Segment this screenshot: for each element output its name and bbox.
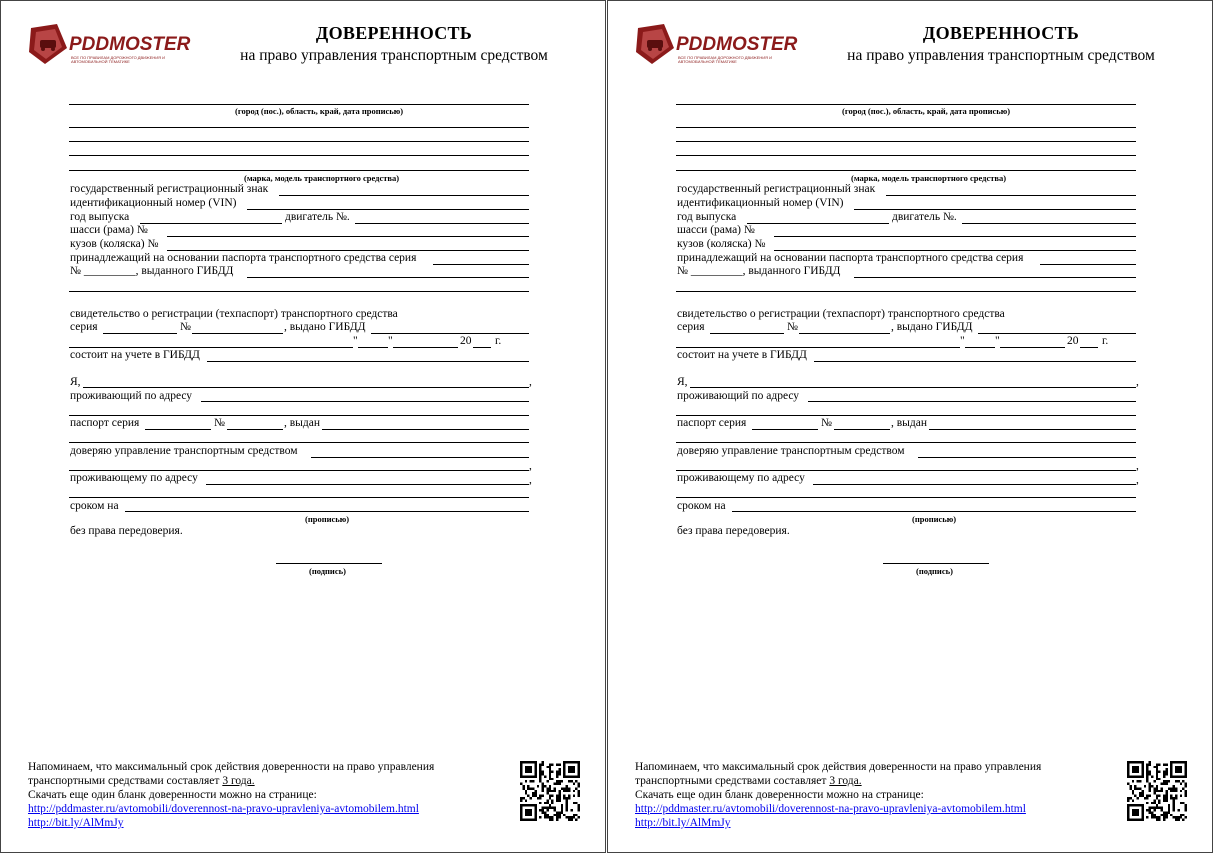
comma-1: , — [529, 376, 532, 388]
cert-issued-line-2[interactable] — [676, 347, 960, 348]
label-cert-issued: , выдано ГИБДД — [284, 321, 366, 333]
label-cert-no: № — [180, 321, 191, 333]
caption-signature: (подпись) — [309, 566, 346, 576]
label-term: сроком на — [677, 500, 726, 512]
ptc-series-field[interactable] — [1040, 264, 1136, 265]
passport-series-field[interactable] — [145, 429, 211, 430]
passport-series-field[interactable] — [752, 429, 818, 430]
reg-sign-field[interactable] — [279, 195, 529, 196]
label-year: год выпуска — [677, 211, 737, 223]
label-passport-series: паспорт серия — [677, 417, 747, 429]
comma-3: , — [1136, 474, 1139, 486]
cert-issued-field[interactable] — [978, 333, 1136, 334]
label-year: год выпуска — [70, 211, 130, 223]
label-cert-series: серия — [70, 321, 98, 333]
trustee-name-field[interactable] — [311, 457, 529, 458]
label-i: Я, — [70, 376, 81, 388]
vehicle-line-1[interactable] — [69, 127, 529, 128]
label-entrust: доверяю управление транспортным средством — [677, 445, 905, 457]
car-shield-logo-icon — [634, 22, 676, 66]
logo-name: PDDMOSTER — [69, 34, 191, 55]
car-shield-logo-icon — [27, 22, 69, 66]
ptc-issued-line-2[interactable] — [676, 291, 1136, 292]
label-vin: идентификационный номер (VIN) — [677, 197, 844, 209]
document-subtitle: на право управления транспортным средством — [240, 47, 548, 64]
caption-vehicle: (марка, модель транспортного средства) — [244, 173, 400, 183]
residing-field[interactable] — [808, 401, 1136, 402]
date-quote-open: " — [960, 335, 965, 347]
date-quote-open: " — [353, 335, 358, 347]
passport-no-field[interactable] — [227, 429, 283, 430]
date-year-field[interactable] — [1080, 347, 1098, 348]
logo-tagline: ВСЕ ПО ПРАВИЛАМ ДОРОЖНОГО ДВИЖЕНИЯ И АВТОМОБИЛЬНОЙ ТЕМАТИКЕ — [71, 55, 166, 64]
cert-issued-field[interactable] — [371, 333, 529, 334]
cert-issued-line-2[interactable] — [69, 347, 353, 348]
label-cert-series: серия — [677, 321, 705, 333]
label-cert-issued: , выдано ГИБДД — [891, 321, 973, 333]
trustee-name-field[interactable] — [918, 457, 1136, 458]
caption-city: (город (пос.), область, край, дата прописью) — [235, 106, 404, 116]
document-page-left — [0, 0, 606, 853]
trustee-address-field[interactable] — [813, 484, 1136, 485]
footer-line-2-text: транспортными средствами составляет — [635, 775, 830, 787]
engine-field[interactable] — [355, 223, 529, 224]
passport-no-field[interactable] — [834, 429, 890, 430]
vehicle-line-1[interactable] — [676, 127, 1136, 128]
label-number-issued: № _________, выданного ГИБДД — [70, 265, 234, 277]
date-month-field[interactable] — [1000, 347, 1065, 348]
label-certificate: свидетельство о регистрации (техпаспорт) транспортного средства — [70, 308, 398, 320]
label-owner-basis: принадлежащий на основании паспорта транспортного средства серия — [677, 252, 1024, 264]
body-field[interactable] — [774, 250, 1136, 251]
vin-field[interactable] — [854, 209, 1136, 210]
label-engine: двигатель №. — [285, 211, 350, 223]
vehicle-line-2[interactable] — [69, 141, 529, 142]
passport-issued-line-2[interactable] — [69, 442, 529, 443]
year-field[interactable] — [140, 223, 282, 224]
label-cert-no: № — [787, 321, 798, 333]
trustee-address-field[interactable] — [206, 484, 529, 485]
ptc-series-field[interactable] — [433, 264, 529, 265]
label-reg-sign: государственный регистрационный знак — [677, 183, 876, 195]
label-passport-issued: , выдан — [284, 417, 321, 429]
footer-line-2 — [635, 774, 862, 788]
vehicle-line-2[interactable] — [676, 141, 1136, 142]
label-residing: проживающий по адресу — [677, 390, 800, 402]
ptc-issued-line-2[interactable] — [69, 291, 529, 292]
cert-series-field[interactable] — [103, 333, 177, 334]
engine-field[interactable] — [962, 223, 1136, 224]
label-vin: идентификационный номер (VIN) — [70, 197, 237, 209]
label-certificate: свидетельство о регистрации (техпаспорт) транспортного средства — [677, 308, 1005, 320]
no-redelegation-text: без права передоверия. — [677, 525, 790, 537]
comma-2: , — [1136, 460, 1139, 472]
caption-words: (прописью) — [912, 514, 957, 524]
pddmaster-logo — [634, 22, 798, 68]
vehicle-line-4[interactable] — [69, 170, 529, 171]
date-day-field[interactable] — [358, 347, 388, 348]
label-registered: состоит на учете в ГИБДД — [677, 349, 807, 361]
label-number-issued: № _________, выданного ГИБДД — [677, 265, 841, 277]
caption-city: (город (пос.), область, край, дата прописью) — [842, 106, 1011, 116]
footer-line-1: Напоминаем, что максимальный срок действия доверенности на право управления — [28, 761, 435, 773]
date-quote-close: " — [995, 335, 1000, 347]
footer-line-2 — [28, 774, 255, 788]
comma-2: , — [529, 460, 532, 472]
document-subtitle: на право управления транспортным средством — [847, 47, 1155, 64]
label-residing: проживающий по адресу — [70, 390, 193, 402]
principal-name-field[interactable] — [690, 387, 1136, 388]
reg-sign-field[interactable] — [886, 195, 1136, 196]
footer-link-full[interactable]: http://pddmaster.ru/avtomobili/doverennost-na-pravo-upravleniya-avtomobilem.html — [28, 803, 419, 815]
signature-field[interactable] — [276, 563, 382, 564]
date-year-suffix: г. — [1102, 335, 1109, 347]
comma-3: , — [529, 474, 532, 486]
label-passport-no: № — [214, 417, 225, 429]
footer-link-short[interactable]: http://bit.ly/AlMmJy — [28, 817, 124, 829]
vehicle-line-3[interactable] — [676, 155, 1136, 156]
chassis-field[interactable] — [167, 236, 529, 237]
label-body: кузов (коляска) № — [677, 238, 766, 250]
residing-line-2[interactable] — [69, 415, 529, 416]
label-residing-to: проживающему по адресу — [70, 472, 198, 484]
label-entrust: доверяю управление транспортным средством — [70, 445, 298, 457]
passport-issued-field[interactable] — [322, 429, 529, 430]
footer-line-2-text: транспортными средствами составляет — [28, 775, 223, 787]
chassis-field[interactable] — [774, 236, 1136, 237]
registered-field[interactable] — [814, 361, 1136, 362]
pddmaster-logo — [27, 22, 191, 68]
trustee-address-line-2[interactable] — [676, 497, 1136, 498]
footer-link-full[interactable]: http://pddmaster.ru/avtomobili/doverennost-na-pravo-upravleniya-avtomobilem.html — [635, 803, 1026, 815]
label-engine: двигатель №. — [892, 211, 957, 223]
vehicle-line-4[interactable] — [676, 170, 1136, 171]
label-passport-series: паспорт серия — [70, 417, 140, 429]
body-field[interactable] — [167, 250, 529, 251]
label-passport-issued: , выдан — [891, 417, 928, 429]
label-body: кузов (коляска) № — [70, 238, 159, 250]
ptc-issued-field[interactable] — [247, 277, 529, 278]
date-year-field[interactable] — [473, 347, 491, 348]
footer-line-3: Скачать еще один бланк доверенности можно на странице: — [635, 789, 924, 801]
footer-line-3: Скачать еще один бланк доверенности можно на странице: — [28, 789, 317, 801]
cert-no-field[interactable] — [192, 333, 283, 334]
document-page-right — [607, 0, 1213, 853]
label-i: Я, — [677, 376, 688, 388]
vehicle-line-3[interactable] — [69, 155, 529, 156]
document-title: ДОВЕРЕННОСТЬ — [315, 23, 473, 43]
registered-field[interactable] — [207, 361, 529, 362]
residing-field[interactable] — [201, 401, 529, 402]
footer-term: 3 года. — [829, 775, 862, 787]
date-year-suffix: г. — [495, 335, 502, 347]
vin-field[interactable] — [247, 209, 529, 210]
footer-line-1: Напоминаем, что максимальный срок действия доверенности на право управления — [635, 761, 1042, 773]
date-day-field[interactable] — [965, 347, 995, 348]
caption-vehicle: (марка, модель транспортного средства) — [851, 173, 1007, 183]
logo-name: PDDMOSTER — [676, 34, 798, 55]
label-owner-basis: принадлежащий на основании паспорта транспортного средства серия — [70, 252, 417, 264]
date-quote-close: " — [388, 335, 393, 347]
caption-words: (прописью) — [305, 514, 350, 524]
footer-link-short[interactable]: http://bit.ly/AlMmJy — [635, 817, 731, 829]
residing-line-2[interactable] — [676, 415, 1136, 416]
year-field[interactable] — [747, 223, 889, 224]
logo-tagline: ВСЕ ПО ПРАВИЛАМ ДОРОЖНОГО ДВИЖЕНИЯ И АВТОМОБИЛЬНОЙ ТЕМАТИКЕ — [678, 55, 773, 64]
term-field[interactable] — [732, 511, 1136, 512]
city-date-line[interactable] — [69, 104, 529, 105]
label-reg-sign: государственный регистрационный знак — [70, 183, 269, 195]
date-year-prefix: 20 — [460, 335, 472, 347]
city-date-line[interactable] — [676, 104, 1136, 105]
label-passport-no: № — [821, 417, 832, 429]
cert-series-field[interactable] — [710, 333, 784, 334]
trustee-name-line-2[interactable] — [676, 470, 1136, 471]
trustee-name-line-2[interactable] — [69, 470, 529, 471]
signature-field[interactable] — [883, 563, 989, 564]
qr-code-icon[interactable] — [1127, 761, 1187, 821]
passport-issued-line-2[interactable] — [676, 442, 1136, 443]
term-field[interactable] — [125, 511, 529, 512]
label-chassis: шасси (рама) № — [677, 224, 755, 236]
trustee-address-line-2[interactable] — [69, 497, 529, 498]
label-registered: состоит на учете в ГИБДД — [70, 349, 200, 361]
no-redelegation-text: без права передоверия. — [70, 525, 183, 537]
label-residing-to: проживающему по адресу — [677, 472, 805, 484]
caption-signature: (подпись) — [916, 566, 953, 576]
principal-name-field[interactable] — [83, 387, 529, 388]
label-term: сроком на — [70, 500, 119, 512]
footer-term: 3 года. — [222, 775, 255, 787]
date-year-prefix: 20 — [1067, 335, 1079, 347]
ptc-issued-field[interactable] — [854, 277, 1136, 278]
label-chassis: шасси (рама) № — [70, 224, 148, 236]
comma-1: , — [1136, 376, 1139, 388]
date-month-field[interactable] — [393, 347, 458, 348]
cert-no-field[interactable] — [799, 333, 890, 334]
document-title: ДОВЕРЕННОСТЬ — [922, 23, 1080, 43]
qr-code-icon[interactable] — [520, 761, 580, 821]
passport-issued-field[interactable] — [929, 429, 1136, 430]
